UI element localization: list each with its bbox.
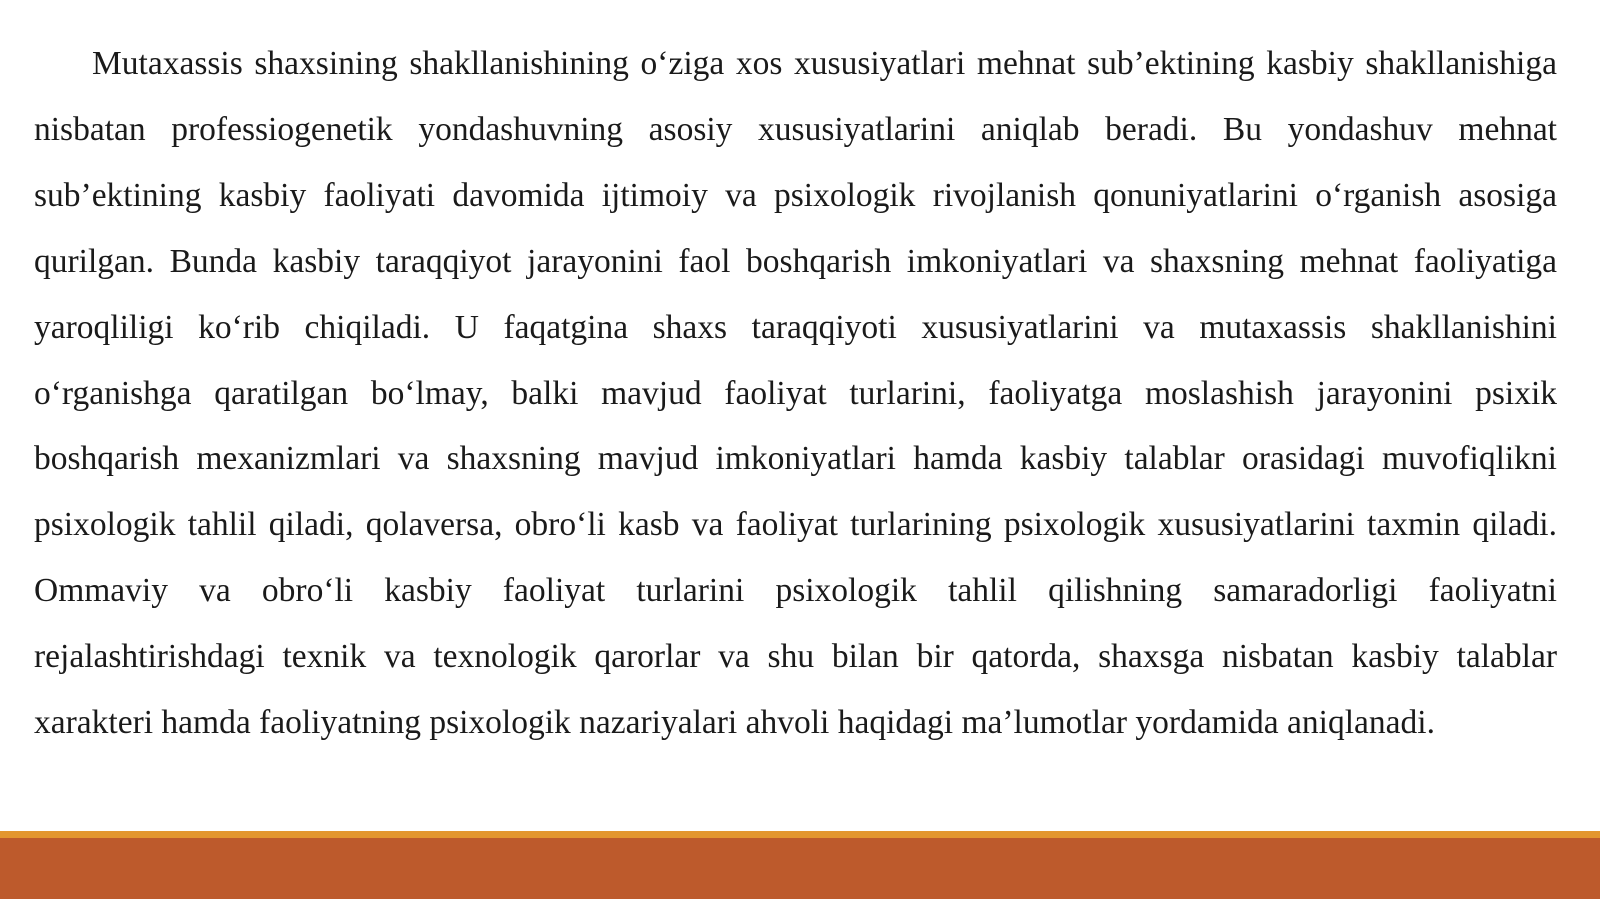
body-paragraph: Mutaxassis shaxsining shakllanishining o‘ziga xos xususiyatlari mehnat sub’ektining kasbiy shakllanishiga nisbatan professiogenetik yondashuvning asosiy xususiyatlarini aniqlab beradi. Bu yondashuv mehnat sub’ektining kasbiy faoliyati davomida ijtimoiy va psixologik rivojlanish qonuniyatlarini o‘rganish asosiga qurilgan. Bunda kasbiy taraqqiyot jarayonini faol boshqarish imkoniyatlari va shaxsning mehnat faoliyatiga yaroqliligi ko‘rib chiqiladi. U faqatgina shaxs taraqqiyoti xususiyatlarini va mutaxassis shakllanishini o‘rganishga qaratilgan bo‘lmay, balki mavjud faoliyat turlarini, faoliyatga moslashish jarayonini psixik boshqarish mexanizmlari va shaxsning mavjud imkoniyatlari hamda kasbiy talablar orasidagi muvofiqlikni psixologik tahlil qiladi, qolaversa, obro‘li kasb va faoliyat turlarining psixologik xususiyatlarini taxmin qiladi. Ommaviy va obro‘li kasbiy faoliyat turlarini psixologik tahlil qilishning samaradorligi faoliyatni rejalashtirishdagi texnik va texnologik qarorlar va shu bilan bir qatorda, shaxsga nisbatan kasbiy talablar xarakteri hamda faoliyatning psixologik nazariyalari ahvoli haqidagi ma’lumotlar yordamida aniqlanadi. — [34, 45, 1557, 742]
footer-accent-stripe — [0, 831, 1600, 838]
footer-band — [0, 838, 1600, 899]
